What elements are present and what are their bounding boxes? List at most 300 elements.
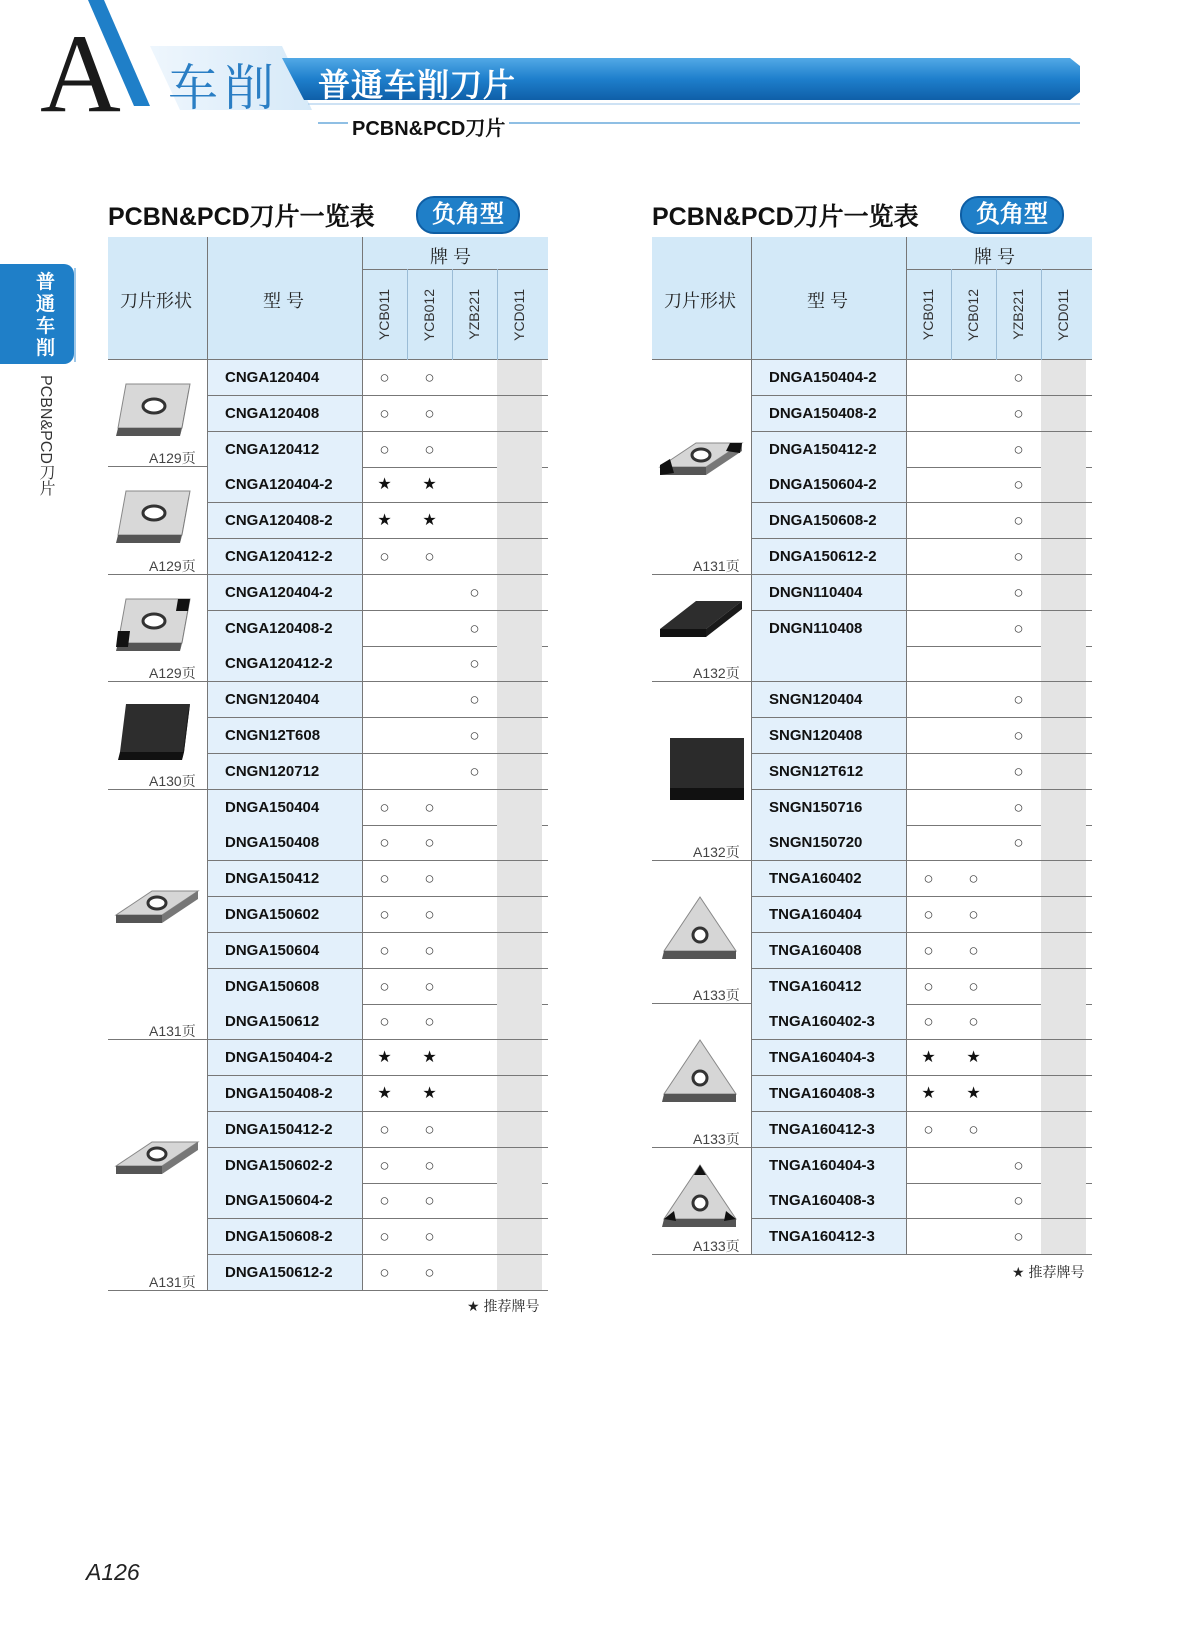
grade-mark-ycb011 [906, 503, 951, 538]
grade-mark-ycb012: ○ [424, 869, 435, 889]
model-code: DNGA150608-2 [769, 512, 877, 530]
square-solid-icon [656, 734, 746, 804]
grade-mark-ycd011 [1041, 1183, 1086, 1218]
grade-mark-ycd011 [497, 467, 542, 502]
grade-mark-yzb221 [996, 897, 1041, 932]
grade-mark-yzb221 [452, 539, 497, 574]
grade-mark-ycd011 [497, 1219, 542, 1254]
model-code: CNGA120408-2 [225, 619, 333, 637]
model-code: DNGA150608-2 [225, 1228, 333, 1246]
model-code: DNGA150412 [225, 870, 320, 888]
model-code: TNGA160412 [769, 977, 862, 995]
grade-mark-yzb221 [452, 933, 497, 968]
grade-mark-yzb221 [996, 1004, 1041, 1039]
grade-mark-ycb012: ○ [968, 1012, 979, 1032]
rhombus-80-hole-icon [112, 376, 202, 446]
rhombus-80-tipped-icon [112, 591, 202, 661]
grade-mark-ycb012: ○ [424, 1119, 435, 1139]
column-rule [207, 237, 208, 1291]
grade-mark-yzb221 [996, 969, 1041, 1004]
grade-mark-ycb012: ○ [968, 905, 979, 924]
column-header-shape: 刀片形状 [120, 291, 192, 311]
grade-mark-ycb011: ○ [379, 403, 390, 423]
grade-mark-yzb221: ○ [1013, 797, 1024, 817]
model-code: DNGA150404-2 [225, 1049, 333, 1067]
model-code: CNGA120412-2 [225, 548, 333, 565]
table-row [108, 1040, 548, 1076]
page-reference[interactable]: A129页 [149, 665, 196, 682]
model-code: TNGA160402 [769, 870, 862, 888]
grade-mark-ycd011 [497, 1148, 542, 1183]
grade-mark-ycd011 [1041, 1076, 1086, 1111]
column-header-shape: 刀片形状 [664, 291, 736, 311]
grade-mark-ycb011: ★ [377, 1085, 392, 1102]
side-tab-divider [74, 268, 76, 362]
table-row [652, 396, 1092, 432]
grade-mark-ycb012 [951, 467, 996, 502]
model-code: DNGN110404 [769, 583, 863, 601]
model-code: TNGA160402-3 [769, 1013, 875, 1031]
grade-mark-yzb221: ○ [1013, 1227, 1024, 1247]
table-title-right: PCBN&PCD刀片一览表 [652, 203, 919, 231]
grade-mark-ycd011 [1041, 1004, 1086, 1039]
grade-mark-yzb221 [452, 1148, 497, 1183]
page-reference[interactable]: A131页 [693, 557, 740, 574]
grade-mark-ycd011 [497, 1112, 542, 1147]
grade-mark-yzb221 [452, 969, 497, 1004]
grade-mark-yzb221 [452, 861, 497, 896]
grade-header-ycb012: YCB012 [965, 289, 981, 342]
grade-mark-ycb012: ★ [422, 1049, 437, 1067]
grade-mark-ycd011 [497, 539, 542, 574]
legend-left: ★ 推荐牌号 [467, 1298, 540, 1314]
page-reference[interactable]: A130页 [149, 772, 196, 789]
grade-mark-ycb011 [906, 718, 951, 753]
grade-mark-ycb011: ★ [377, 512, 392, 530]
grade-mark-ycb011 [906, 790, 951, 825]
grade-mark-ycd011 [1041, 897, 1086, 932]
grade-mark-ycb012 [951, 825, 996, 860]
grade-mark-ycd011 [497, 718, 542, 753]
grade-mark-ycd011 [1041, 1112, 1086, 1147]
page-reference[interactable]: A133页 [693, 1238, 740, 1254]
model-code: TNGA160408 [769, 941, 862, 959]
header-rule [906, 269, 1092, 270]
grade-mark-yzb221 [452, 1183, 497, 1218]
grade-mark-yzb221 [996, 646, 1041, 681]
grade-mark-ycd011 [497, 969, 542, 1004]
grade-mark-yzb221 [452, 467, 497, 502]
grade-mark-ycd011 [1041, 1219, 1086, 1254]
grade-mark-yzb221 [452, 1040, 497, 1075]
grade-mark-yzb221 [996, 1076, 1041, 1111]
page-reference[interactable]: A132页 [693, 844, 740, 861]
grade-mark-yzb221: ○ [469, 690, 480, 710]
page-reference[interactable]: A129页 [149, 557, 196, 574]
grade-mark-ycb012: ○ [424, 976, 435, 996]
grade-mark-ycb012: ○ [424, 1227, 435, 1247]
grade-mark-ycb011 [906, 646, 951, 681]
grade-mark-yzb221: ○ [1013, 511, 1024, 531]
grade-mark-yzb221: ○ [469, 618, 480, 638]
grade-mark-ycd011 [1041, 1148, 1086, 1183]
model-code: TNGA160408-3 [769, 1192, 875, 1210]
grade-header-ycd011: YCD011 [1055, 289, 1071, 341]
grade-mark-ycb012: ○ [424, 547, 435, 566]
grade-mark-ycd011 [497, 396, 542, 431]
grade-mark-ycd011 [1041, 969, 1086, 1004]
grade-mark-ycb011 [906, 432, 951, 467]
model-code: DNGA150608 [225, 977, 320, 995]
grade-mark-yzb221: ○ [1013, 439, 1024, 459]
table-row [652, 861, 1092, 897]
grade-mark-ycb011: ○ [379, 1263, 390, 1282]
page-reference[interactable]: A133页 [693, 1130, 740, 1147]
grade-mark-ycd011 [497, 1076, 542, 1111]
grade-mark-ycd011 [1041, 611, 1086, 646]
grade-mark-yzb221: ○ [1013, 761, 1024, 781]
grade-mark-yzb221 [452, 396, 497, 431]
grade-mark-ycd011 [497, 503, 542, 538]
column-rule [996, 269, 997, 360]
grade-mark-ycb011: ○ [923, 976, 934, 996]
column-rule [452, 269, 453, 360]
model-code: DNGA150604-2 [769, 476, 877, 494]
triangle-hole-icon [656, 895, 746, 965]
grade-mark-ycb011 [906, 1183, 951, 1218]
table-row [108, 790, 548, 826]
grade-mark-ycd011 [497, 432, 542, 467]
model-code: DNGA150602 [225, 906, 320, 923]
model-code: TNGA160404 [769, 906, 862, 923]
grade-mark-ycb012: ○ [424, 1263, 435, 1282]
grade-mark-yzb221: ○ [1013, 726, 1024, 745]
grade-header-ycd011: YCD011 [511, 289, 527, 341]
section-title: 车削 [168, 60, 280, 116]
grade-mark-ycb012: ○ [424, 833, 435, 853]
model-code: DNGA150412-2 [225, 1120, 333, 1138]
grade-header-ycb012: YCB012 [421, 289, 437, 342]
row-rule [751, 1254, 1092, 1255]
grade-mark-ycb011: ★ [921, 1049, 936, 1067]
grade-mark-ycb011 [906, 1219, 951, 1254]
grade-mark-yzb221 [452, 360, 497, 395]
grade-mark-yzb221: ○ [1013, 582, 1024, 602]
badge-negative-left: 负角型 [416, 196, 520, 234]
grade-mark-ycd011 [497, 825, 542, 860]
grade-mark-ycb011: ○ [379, 1155, 390, 1175]
grade-mark-ycb011: ○ [379, 797, 390, 817]
model-code: TNGA160404-3 [769, 1156, 875, 1174]
model-code: DNGA150602-2 [225, 1156, 333, 1174]
model-code: DNGA150612-2 [769, 548, 877, 565]
grade-mark-ycb011: ○ [379, 1012, 390, 1032]
grade-mark-yzb221: ○ [1013, 403, 1024, 423]
grade-mark-ycb011: ○ [379, 368, 390, 387]
column-rule [497, 269, 498, 360]
chapter-letter: A [40, 12, 121, 136]
table-row [108, 1076, 548, 1112]
grade-mark-ycd011 [497, 682, 542, 717]
grade-mark-yzb221 [996, 861, 1041, 896]
column-rule [407, 269, 408, 360]
grade-mark-ycb012 [951, 575, 996, 610]
table-row [108, 1219, 548, 1255]
header-subtitle: PCBN&PCD刀片 [348, 112, 509, 141]
model-code: CNGN120712 [225, 762, 320, 780]
grade-mark-yzb221: ○ [469, 726, 480, 745]
grade-mark-yzb221: ○ [1013, 618, 1024, 638]
grade-mark-ycd011 [497, 575, 542, 610]
header-rule [362, 269, 548, 270]
rhombus-55-hole-icon [112, 877, 202, 947]
grade-mark-ycd011 [497, 754, 542, 789]
model-code: DNGN110408 [769, 619, 863, 637]
model-code: CNGN12T608 [225, 727, 321, 744]
grade-mark-ycb012 [951, 718, 996, 753]
legend-right: ★ 推荐牌号 [1012, 1264, 1085, 1280]
grade-mark-ycb012: ○ [424, 439, 435, 459]
grade-mark-yzb221 [452, 825, 497, 860]
grade-mark-ycb011 [362, 611, 407, 646]
rhombus-80-solid-icon [112, 698, 202, 768]
grade-mark-ycb012 [407, 754, 452, 789]
grade-mark-ycb012: ○ [424, 1191, 435, 1211]
grade-mark-ycb012: ○ [424, 403, 435, 423]
page-reference[interactable]: A131页 [149, 1273, 196, 1290]
model-code: SNGN150716 [769, 798, 863, 816]
page-reference[interactable]: A132页 [693, 665, 740, 682]
column-rule [751, 237, 752, 1255]
table-row [108, 825, 548, 861]
grade-mark-ycb012 [951, 539, 996, 574]
column-header-model: 型 号 [263, 291, 305, 311]
table-row [652, 360, 1092, 396]
grade-mark-ycd011 [497, 360, 542, 395]
grade-mark-ycb012: ★ [966, 1049, 981, 1067]
rhombus-55-solid-icon [656, 591, 746, 661]
grade-mark-ycb011: ○ [379, 833, 390, 853]
insert-table-right [652, 237, 1092, 1257]
grade-mark-ycb012 [951, 396, 996, 431]
grade-mark-ycd011 [1041, 790, 1086, 825]
grade-header-yzb221: YZB221 [466, 289, 482, 340]
column-rule [362, 237, 363, 1291]
grade-mark-yzb221: ○ [1013, 368, 1024, 387]
grade-mark-ycb012 [951, 754, 996, 789]
grade-mark-ycb012 [951, 1148, 996, 1183]
group-rule [108, 1290, 207, 1291]
column-rule [1041, 269, 1042, 360]
model-code: DNGA150408-2 [225, 1085, 333, 1102]
grade-mark-ycb011: ★ [921, 1085, 936, 1102]
grade-mark-yzb221: ○ [469, 582, 480, 602]
grade-mark-yzb221: ○ [1013, 475, 1024, 495]
model-code: DNGA150404 [225, 798, 320, 816]
grade-mark-ycb012 [951, 682, 996, 717]
grade-mark-yzb221 [452, 1004, 497, 1039]
grade-mark-ycb012: ★ [966, 1085, 981, 1102]
grade-mark-ycb011 [906, 754, 951, 789]
grade-mark-ycd011 [497, 1183, 542, 1218]
grade-mark-yzb221: ○ [1013, 1155, 1024, 1175]
side-section-label: PCBN&PCD刀片 [37, 375, 54, 496]
page-number: A126 [86, 1559, 140, 1585]
column-header-grade: 牌 号 [974, 247, 1016, 267]
model-code: CNGA120412-2 [225, 655, 333, 673]
grade-mark-ycb011: ○ [923, 869, 934, 889]
grade-mark-ycd011 [497, 646, 542, 681]
subsection-title: 普通车削刀片 [318, 67, 517, 103]
grade-mark-ycb012 [407, 682, 452, 717]
grade-mark-ycd011 [1041, 360, 1086, 395]
grade-mark-ycd011 [1041, 575, 1086, 610]
grade-mark-yzb221 [996, 1112, 1041, 1147]
table-row [652, 503, 1092, 539]
model-code: CNGA120412 [225, 440, 320, 458]
grade-mark-ycb011 [906, 539, 951, 574]
model-code: SNGN150720 [769, 834, 863, 852]
grade-mark-ycb011: ○ [923, 940, 934, 960]
grade-mark-ycb011 [906, 825, 951, 860]
model-code: TNGA160412-3 [769, 1120, 875, 1138]
grade-mark-yzb221: ○ [469, 761, 480, 781]
grade-mark-ycb012: ○ [424, 1012, 435, 1032]
page-reference[interactable]: A129页 [149, 450, 196, 467]
grade-mark-ycb011: ○ [379, 940, 390, 960]
column-rule [906, 237, 907, 1255]
grade-mark-ycb011 [362, 718, 407, 753]
grade-mark-ycd011 [1041, 467, 1086, 502]
grade-mark-ycb012 [951, 1219, 996, 1254]
grade-mark-yzb221 [996, 1040, 1041, 1075]
grade-mark-ycd011 [497, 790, 542, 825]
table-row [652, 1004, 1092, 1040]
model-code: DNGA150612-2 [225, 1264, 333, 1281]
model-code: CNGA120404-2 [225, 583, 333, 601]
grade-mark-ycb011 [362, 682, 407, 717]
grade-mark-ycb011: ○ [923, 905, 934, 924]
model-cell [751, 646, 906, 681]
grade-mark-ycd011 [497, 611, 542, 646]
grade-mark-ycd011 [1041, 503, 1086, 538]
grade-mark-ycb012: ○ [968, 869, 979, 889]
grade-mark-ycb012 [951, 432, 996, 467]
grade-mark-ycb011: ○ [379, 869, 390, 889]
model-code: DNGA150604-2 [225, 1192, 333, 1210]
rhombus-55-tipped-icon [656, 429, 746, 499]
model-code: CNGA120408-2 [225, 512, 333, 530]
grade-mark-yzb221 [996, 933, 1041, 968]
triangle-tipped-icon [656, 1163, 746, 1233]
grade-mark-ycb012 [407, 611, 452, 646]
grade-mark-ycb012: ○ [424, 1155, 435, 1175]
grade-mark-yzb221 [452, 1112, 497, 1147]
badge-negative-right: 负角型 [960, 196, 1064, 234]
model-code: CNGA120404 [225, 369, 320, 386]
grade-mark-ycb011: ○ [379, 547, 390, 566]
column-rule [951, 269, 952, 360]
grade-mark-ycd011 [1041, 754, 1086, 789]
grade-mark-ycb011: ○ [379, 1227, 390, 1247]
grade-mark-ycb012: ○ [424, 368, 435, 387]
grade-mark-ycd011 [497, 897, 542, 932]
grade-mark-ycb012: ○ [968, 976, 979, 996]
grade-mark-yzb221: ○ [1013, 1191, 1024, 1211]
side-tab-label: 普通车削 [36, 272, 56, 359]
grade-mark-ycb012: ○ [968, 940, 979, 960]
model-code: DNGA150604 [225, 941, 320, 959]
model-code: SNGN12T612 [769, 762, 864, 780]
grade-mark-ycb011: ★ [377, 1049, 392, 1067]
grade-mark-ycd011 [1041, 718, 1086, 753]
table-title-left: PCBN&PCD刀片一览表 [108, 203, 375, 231]
grade-mark-yzb221: ○ [1013, 690, 1024, 710]
grade-mark-ycd011 [1041, 933, 1086, 968]
grade-mark-ycb011: ○ [379, 1191, 390, 1211]
grade-mark-yzb221 [452, 503, 497, 538]
page-reference[interactable]: A133页 [693, 987, 740, 1004]
page-reference[interactable]: A131页 [149, 1023, 196, 1040]
grade-mark-ycd011 [497, 1040, 542, 1075]
model-code: SNGN120408 [769, 727, 863, 744]
grade-header-ycb011: YCB011 [920, 289, 936, 341]
rhombus-55-hole-icon [112, 1128, 202, 1198]
grade-mark-ycb012 [951, 503, 996, 538]
column-header-grade: 牌 号 [430, 247, 472, 267]
grade-mark-ycd011 [1041, 646, 1086, 681]
grade-mark-ycb011: ○ [379, 905, 390, 924]
grade-mark-ycd011 [1041, 861, 1086, 896]
grade-mark-yzb221 [452, 1255, 497, 1290]
grade-mark-ycb012: ★ [422, 512, 437, 530]
grade-mark-yzb221 [452, 1219, 497, 1254]
grade-mark-ycb011 [362, 646, 407, 681]
insert-table-left [108, 237, 548, 1297]
grade-mark-ycb012: ★ [422, 1085, 437, 1102]
grade-mark-ycd011 [497, 933, 542, 968]
grade-mark-ycb011 [906, 1148, 951, 1183]
grade-mark-ycb012: ○ [968, 1119, 979, 1139]
grade-mark-ycb011: ○ [923, 1012, 934, 1032]
table-row [108, 969, 548, 1005]
model-code: SNGN120404 [769, 691, 863, 709]
grade-mark-ycb011 [362, 754, 407, 789]
grade-mark-ycd011 [497, 1255, 542, 1290]
grade-mark-ycb011: ○ [379, 1119, 390, 1139]
model-code: DNGA150404-2 [769, 369, 877, 386]
grade-mark-ycb011 [906, 575, 951, 610]
grade-mark-ycb012 [407, 646, 452, 681]
model-code: DNGA150408 [225, 834, 320, 852]
grade-mark-yzb221 [452, 432, 497, 467]
grade-mark-yzb221: ○ [1013, 833, 1024, 853]
grade-mark-ycd011 [1041, 539, 1086, 574]
model-code: CNGA120404-2 [225, 476, 333, 494]
grade-header-ycb011: YCB011 [376, 289, 392, 341]
group-rule [652, 1254, 751, 1255]
column-header-model: 型 号 [807, 291, 849, 311]
model-code: DNGA150408-2 [769, 404, 877, 422]
grade-mark-ycb012 [951, 646, 996, 681]
grade-mark-ycb012 [951, 360, 996, 395]
grade-mark-ycb012 [407, 575, 452, 610]
grade-mark-yzb221: ○ [1013, 547, 1024, 566]
grade-mark-ycd011 [1041, 682, 1086, 717]
grade-mark-ycd011 [1041, 432, 1086, 467]
table-row [652, 682, 1092, 718]
grade-mark-ycb012: ★ [422, 476, 437, 494]
